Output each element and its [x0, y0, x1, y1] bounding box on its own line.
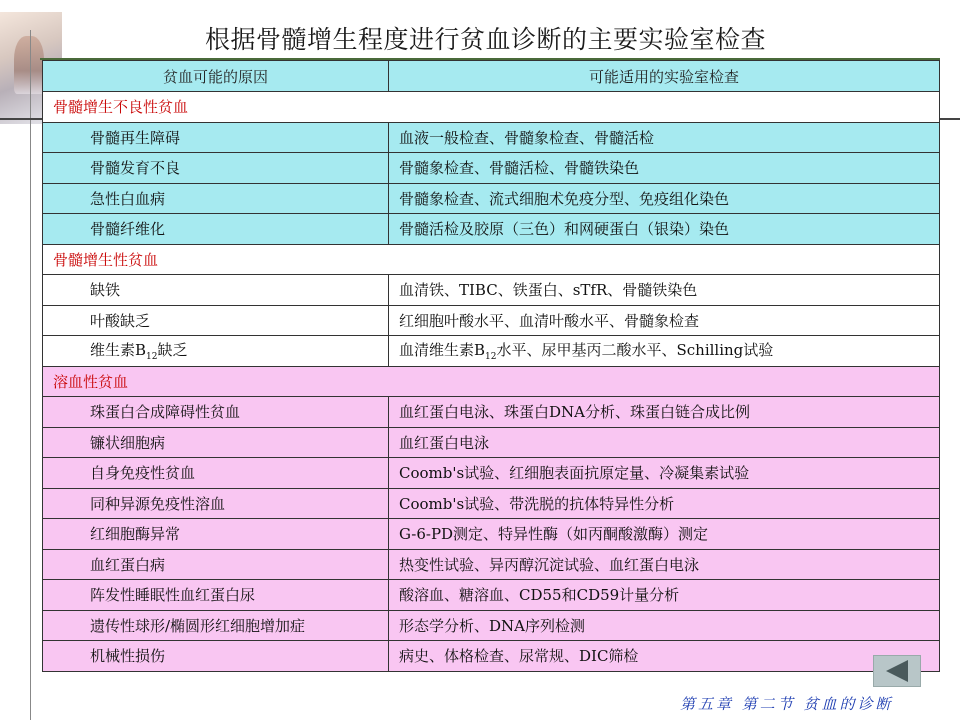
table-row [43, 549, 940, 580]
cause-cell: 急性白血病 [43, 183, 389, 214]
cause-cell: 珠蛋白合成障碍性贫血 [43, 397, 389, 428]
tests-cell: Coomb's试验、带洗脱的抗体特异性分析 [389, 488, 940, 519]
table-row [43, 336, 940, 367]
tests-text: 血清维生素B [399, 341, 486, 360]
tests-cell: Coomb's试验、红细胞表面抗原定量、冷凝集素试验 [389, 458, 940, 489]
tests-cell: 血液一般检查、骨髓象检查、骨髓活检 [389, 122, 940, 153]
table-row [43, 305, 940, 336]
cause-cell: 同种异源免疫性溶血 [43, 488, 389, 519]
subscript: 12 [146, 352, 158, 363]
tests-cell [389, 336, 940, 367]
tests-cell: 酸溶血、糖溶血、CD55和CD59计量分析 [389, 580, 940, 611]
table-row [43, 458, 940, 489]
tests-cell: 血清铁、TIBC、铁蛋白、sTfR、骨髓铁染色 [389, 275, 940, 306]
decorative-vertical-line [30, 30, 31, 720]
category-row [43, 366, 940, 397]
table-row [43, 153, 940, 184]
tests-cell: 骨髓活检及胶原（三色）和网硬蛋白（银染）染色 [389, 214, 940, 245]
table-row [43, 183, 940, 214]
lab-tests-table [42, 60, 940, 672]
cause-cell: 骨髓发育不良 [43, 153, 389, 184]
table-row [43, 580, 940, 611]
cause-cell: 血红蛋白病 [43, 549, 389, 580]
scientist-figure [14, 36, 44, 94]
cause-cell: 骨髓再生障碍 [43, 122, 389, 153]
tests-cell: 骨髓象检查、骨髓活检、骨髓铁染色 [389, 153, 940, 184]
triangle-left-icon [886, 660, 908, 682]
tests-cell: 血红蛋白电泳、珠蛋白DNA分析、珠蛋白链合成比例 [389, 397, 940, 428]
table-row [43, 122, 940, 153]
tests-cell: 血红蛋白电泳 [389, 427, 940, 458]
table-row [43, 214, 940, 245]
category-label: 骨髓增生性贫血 [43, 244, 940, 275]
cause-text: 维生素B [90, 341, 147, 360]
cause-text-suffix: 缺乏 [157, 341, 188, 360]
table-row [43, 610, 940, 641]
back-button[interactable] [873, 655, 921, 687]
category-label: 骨髓增生不良性贫血 [43, 92, 940, 123]
page-title: 根据骨髓增生程度进行贫血诊断的主要实验室检查 [205, 25, 767, 54]
tests-cell: 热变性试验、异丙醇沉淀试验、血红蛋白电泳 [389, 549, 940, 580]
table-row [43, 397, 940, 428]
tests-cell: 病史、体格检查、尿常规、DIC筛检 [389, 641, 940, 672]
table-row [43, 519, 940, 550]
tests-cell: G-6-PD测定、特异性酶（如丙酮酸激酶）测定 [389, 519, 940, 550]
cause-cell: 机械性损伤 [43, 641, 389, 672]
cause-cell: 红细胞酶异常 [43, 519, 389, 550]
cause-cell: 自身免疫性贫血 [43, 458, 389, 489]
cause-cell: 遗传性球形/椭圆形红细胞增加症 [43, 610, 389, 641]
table-header-row [43, 61, 940, 92]
cause-cell: 骨髓纤维化 [43, 214, 389, 245]
table-row [43, 641, 940, 672]
column-header-cause: 贫血可能的原因 [43, 61, 389, 92]
tests-cell: 形态学分析、DNA序列检测 [389, 610, 940, 641]
tests-text-suffix: 水平、尿甲基丙二酸水平、Schilling试验 [496, 341, 774, 360]
subscript: 12 [485, 352, 497, 363]
cause-cell: 缺铁 [43, 275, 389, 306]
tests-cell: 红细胞叶酸水平、血清叶酸水平、骨髓象检查 [389, 305, 940, 336]
category-row [43, 92, 940, 123]
table-row [43, 488, 940, 519]
table-row [43, 275, 940, 306]
tests-cell: 骨髓象检查、流式细胞术免疫分型、免疫组化染色 [389, 183, 940, 214]
column-header-tests: 可能适用的实验室检查 [389, 61, 940, 92]
table-row [43, 427, 940, 458]
category-row [43, 244, 940, 275]
cause-cell: 阵发性睡眠性血红蛋白尿 [43, 580, 389, 611]
cause-cell: 叶酸缺乏 [43, 305, 389, 336]
cause-cell [43, 336, 389, 367]
category-label: 溶血性贫血 [43, 366, 940, 397]
cause-cell: 镰状细胞病 [43, 427, 389, 458]
chapter-footer: 第五章 第二节 贫血的诊断 [680, 695, 894, 713]
